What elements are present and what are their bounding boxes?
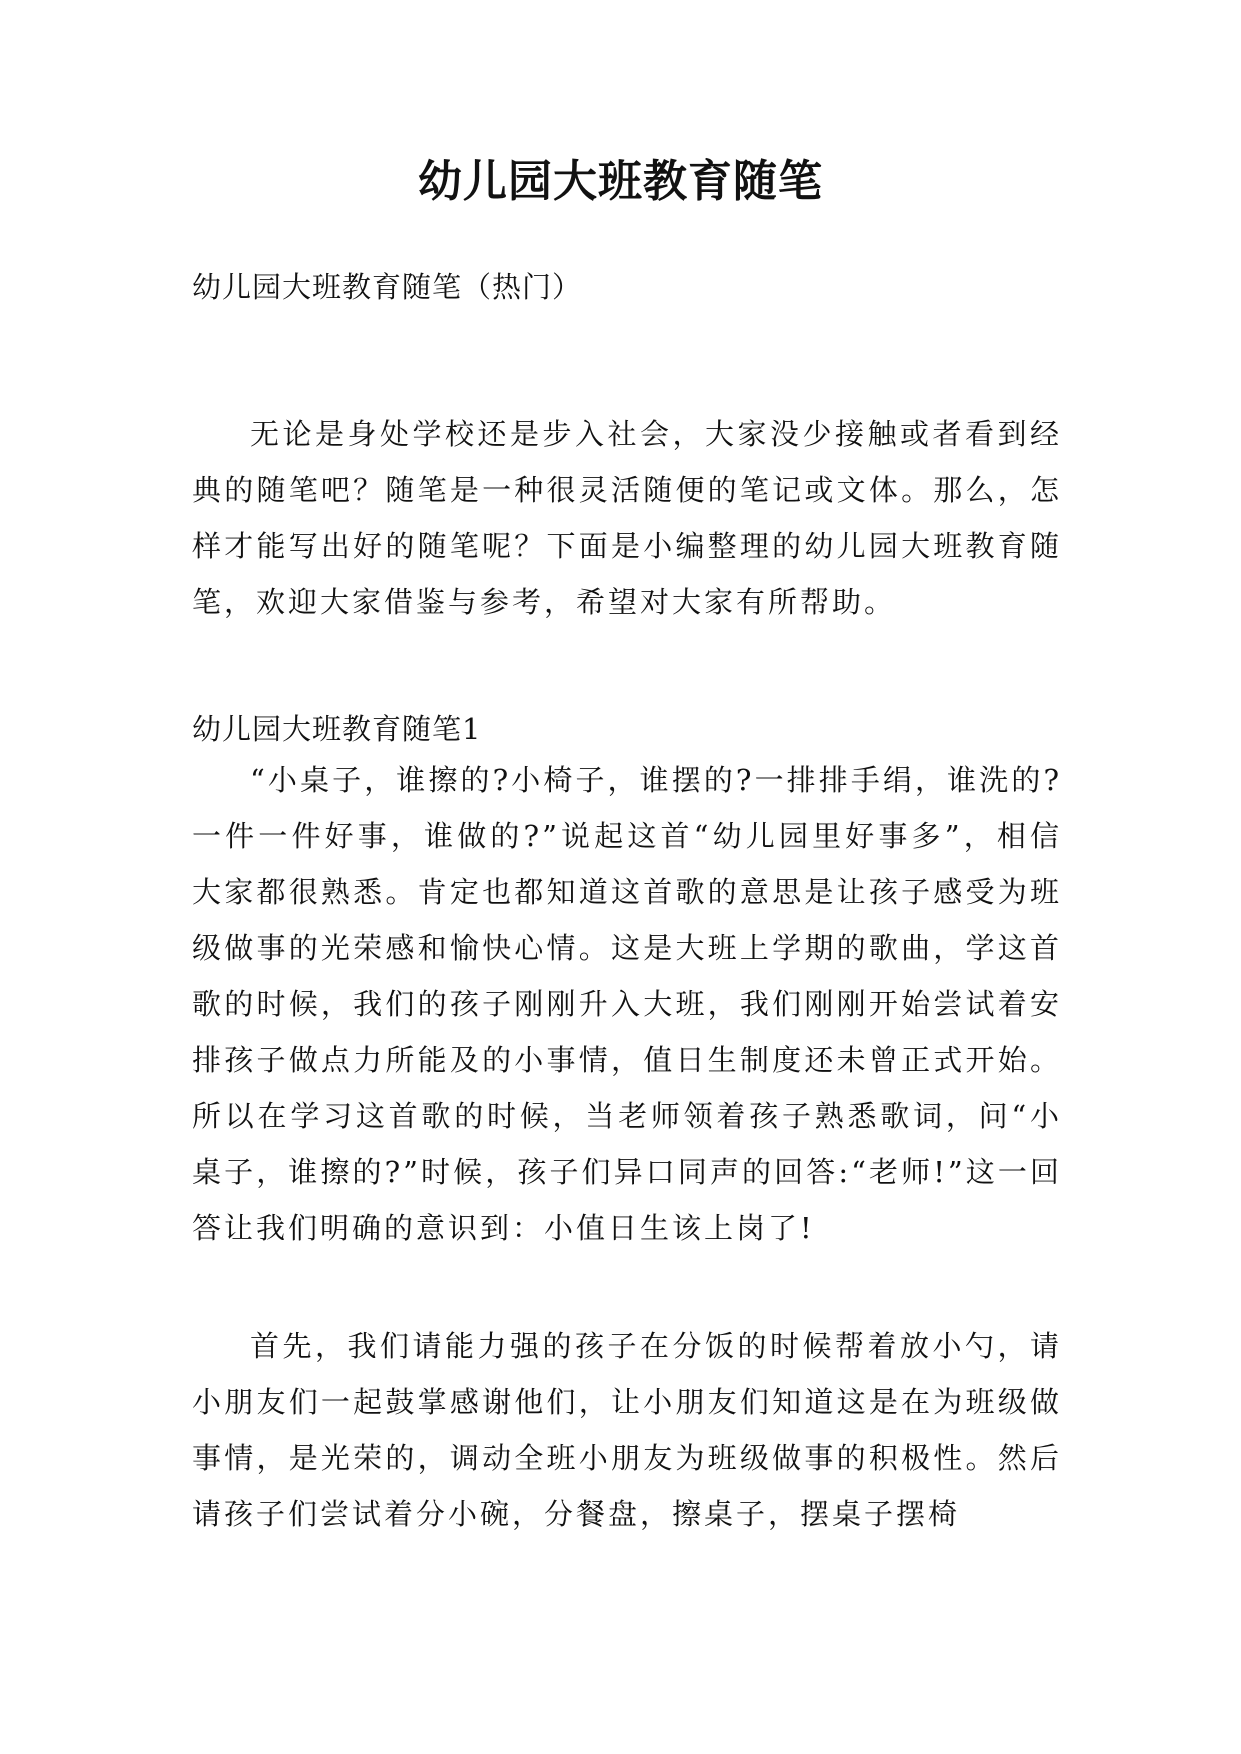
section-heading: 幼儿园大班教育随笔1 <box>192 712 482 746</box>
body-paragraph-1: “小桌子，谁擦的?小椅子，谁摆的?一排排手绢，谁洗的?一件一件好事，谁做的?”说起这首“幼儿园里好事多”，相信大家都很熟悉。肯定也都知道这首歌的意思是让孩子感受为班级做事的光荣感和愉快心情。这是大班上学期的歌曲，学这首歌的时候，我们的孩子刚刚升入大班，我们刚刚开始尝试着安排孩子做点力所能及的小事情，值日生制度还未曾正式开始。所以在学习这首歌的时候，当老师领着孩子熟悉歌词，问“小桌子，谁擦的?”时候，孩子们异口同声的回答:“老师!”这一回答让我们明确的意识到：小值日生该上岗了! <box>192 763 1062 1245</box>
document-title: 幼儿园大班教育随笔 <box>418 156 823 207</box>
body-paragraph-2: 首先，我们请能力强的孩子在分饭的时候帮着放小勺，请小朋友们一起鼓掌感谢他们，让小朋友们知道这是在为班级做事情，是光荣的，调动全班小朋友为班级做事的积极性。然后请孩子们尝试着分小碗，分餐盘，擦桌子，摆桌子摆椅 <box>192 1329 1062 1531</box>
intro-paragraph: 无论是身处学校还是步入社会，大家没少接触或者看到经典的随笔吧？随笔是一种很灵活随便的笔记或文体。那么，怎样才能写出好的随笔呢？下面是小编整理的幼儿园大班教育随笔，欢迎大家借鉴与参考，希望对大家有所帮助。 <box>192 417 1062 619</box>
document-subtitle: 幼儿园大班教育随笔（热门） <box>192 270 583 304</box>
